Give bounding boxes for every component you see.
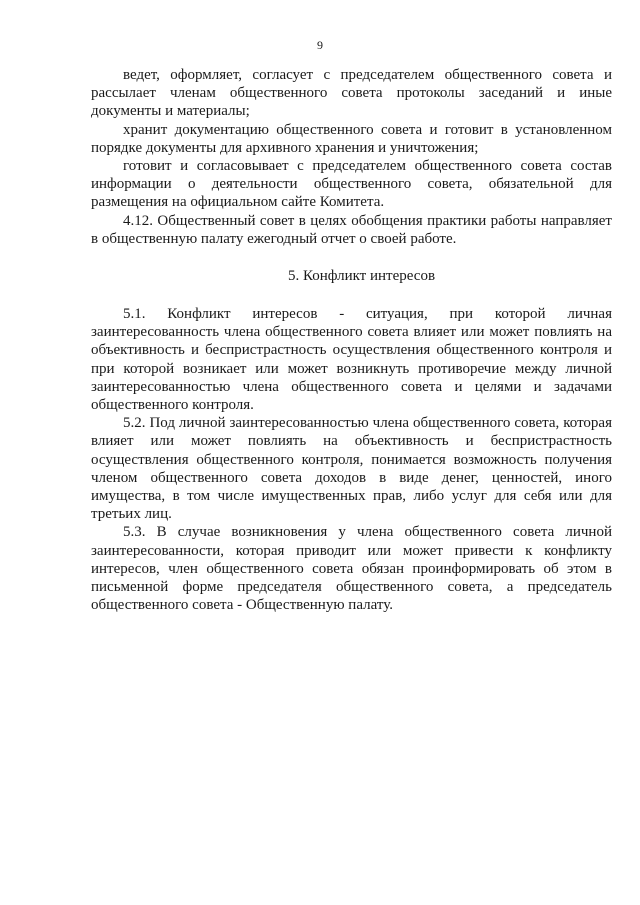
page-number: 9 [317,38,323,52]
document-body [91,66,612,614]
paragraph-website-info: готовит и согласовывает с председателем общественного совета состав информации о деятельности общественного совета, обязательной для размещения на официальном сайте Комитета. [91,158,612,211]
paragraph-5-1: 5.1. Конфликт интересов - ситуация, при которой личная заинтересованность члена общественного совета влияет или может повлиять на объективность и беспристрастность осуществления общественного контроля и при которой возникает или может возникнуть противоречие между личной заинтересованностью члена общественного совета и целями и задачами общественного контроля. [91,306,612,414]
paragraph-5-2: 5.2. Под личной заинтересованностью члена общественного совета, которая влияет или может повлиять на объективность и беспристрастность осуществления общественного контроля, понимается возможность получения членом общественного совета доходов в виде денег, ценностей, иного имущества, в том числе имущественных прав, либо услуг для себя или для третьих лиц. [91,415,612,523]
paragraph-protocols: ведет, оформляет, согласует с председателем общественного совета и рассылает членам общественного совета протоколы заседаний и иные документы и материалы; [91,67,612,120]
paragraph-4-12: 4.12. Общественный совет в целях обобщения практики работы направляет в общественную палату ежегодный отчет о своей работе. [91,212,612,247]
paragraph-5-3: 5.3. В случае возникновения у члена общественного совета личной заинтересованности, которая приводит или может привести к конфликту интересов, член общественного совета обязан проинформировать об этом в письменной форме председателя общественного совета, а председатель общественного совета - Общественную палату. [91,524,612,614]
section-heading-conflict-of-interest: 5. Конфликт интересов [287,268,436,285]
paragraph-archive: хранит документацию общественного совета и готовит в установленном порядке документы для архивного хранения и уничтожения; [91,121,612,156]
